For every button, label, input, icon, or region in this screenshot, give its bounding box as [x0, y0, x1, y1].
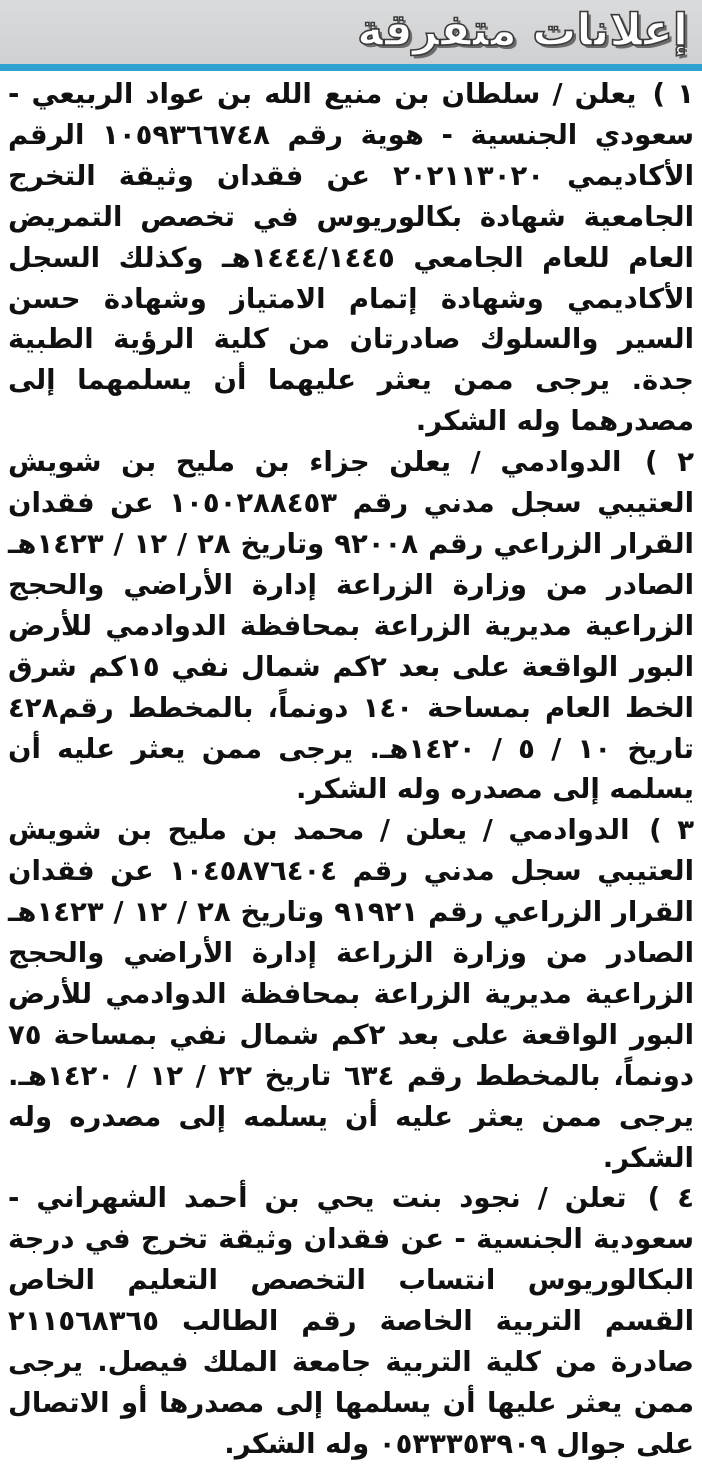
ad-number: ١ ): [652, 78, 694, 110]
ad-item-1: [8, 74, 694, 442]
accent-stripe: [0, 64, 702, 71]
ad-item-3: [8, 810, 694, 1178]
ad-text: الدوادمي / يعلن / محمد بن مليح بن شويش العتيبي سجل مدني رقم ١٠٤٥٨٧٦٤٠٤ عن فقدان القرار الزراعي رقم ٩١٩٢١ وتاريخ ٢٨ / ١٢ / ١٤٢٣هـ الصادر من وزارة الزراعة إدارة الأراضي والحجج الزراعية مديرية الزراعة بمحافظة الدوادمي للأرض البور الواقعة على بعد ٢كم شمال نفي بمساحة ٧٥ دونماً، بالمخطط رقم ٦٣٤ تاريخ ٢٢ / ١٢ / ١٤٢٠هـ. يرجى ممن يعثر عليه أن يسلمه إلى مصدره وله الشكر.: [8, 814, 694, 1174]
ad-text: يعلن / سلطان بن منيع الله بن عواد الربيعي - سعودي الجنسية - هوية رقم ١٠٥٩٣٦٦٧٤٨ الرقم الأكاديمي ٢٠٢١١٣٠٢٠ عن فقدان وثيقة التخرج الجامعية شهادة بكالوريوس في تخصص التمريض العام للعام الجامعي ١٤٤٤/١٤٤٥هـ وكذلك السجل الأكاديمي وشهادة إتمام الامتياز وشهادة حسن السير والسلوك صادرتان من كلية الرؤية الطبية جدة. يرجى ممن يعثر عليهما أن يسلمهما إلى مصدرهما وله الشكر.: [8, 78, 694, 438]
ad-item-2: [8, 442, 694, 810]
ad-text: الدوادمي / يعلن جزاء بن مليح بن شويش العتيبي سجل مدني رقم ١٠٥٠٢٨٨٤٥٣ عن فقدان القرار الزراعي رقم ٩٢٠٠٨ وتاريخ ٢٨ / ١٢ / ١٤٢٣هـ الصادر من وزارة الزراعة إدارة الأراضي والحجج الزراعية مديرية الزراعة بمحافظة الدوادمي للأرض البور الواقعة على بعد ٢كم شمال نفي ١٥كم شرق الخط العام بمساحة ١٤٠ دونماً، بالمخطط رقم٤٢٨ تاريخ ١٠ / ٥ / ١٤٢٠هـ. يرجى ممن يعثر عليه أن يسلمه إلى مصدره وله الشكر.: [8, 446, 695, 806]
ad-number: ٤ ): [647, 1182, 694, 1215]
ad-number: ٢ ): [645, 446, 694, 479]
section-header: [0, 0, 702, 64]
section-title: إعلانات متفرقة: [357, 5, 688, 56]
ad-text: تعلن / نجود بنت يحي بن أحمد الشهراني - سعودية الجنسية - عن فقدان وثيقة تخرج في درجة البكالوريوس انتساب التخصص التعليم الخاص القسم التربية الخاصة رقم الطالب ٢١١٥٦٨٣٦٥ صادرة من كلية التربية جامعة الملك فيصل. يرجى ممن يعثر عليها أن يسلمها إلى مصدرها أو الاتصال على جوال ٠٥٣٣٣٥٣٩٠٩ وله الشكر.: [8, 1182, 694, 1460]
ad-number: ٣ ): [649, 814, 694, 847]
ad-item-4: [8, 1178, 694, 1464]
classified-ads-list: [8, 74, 694, 1465]
